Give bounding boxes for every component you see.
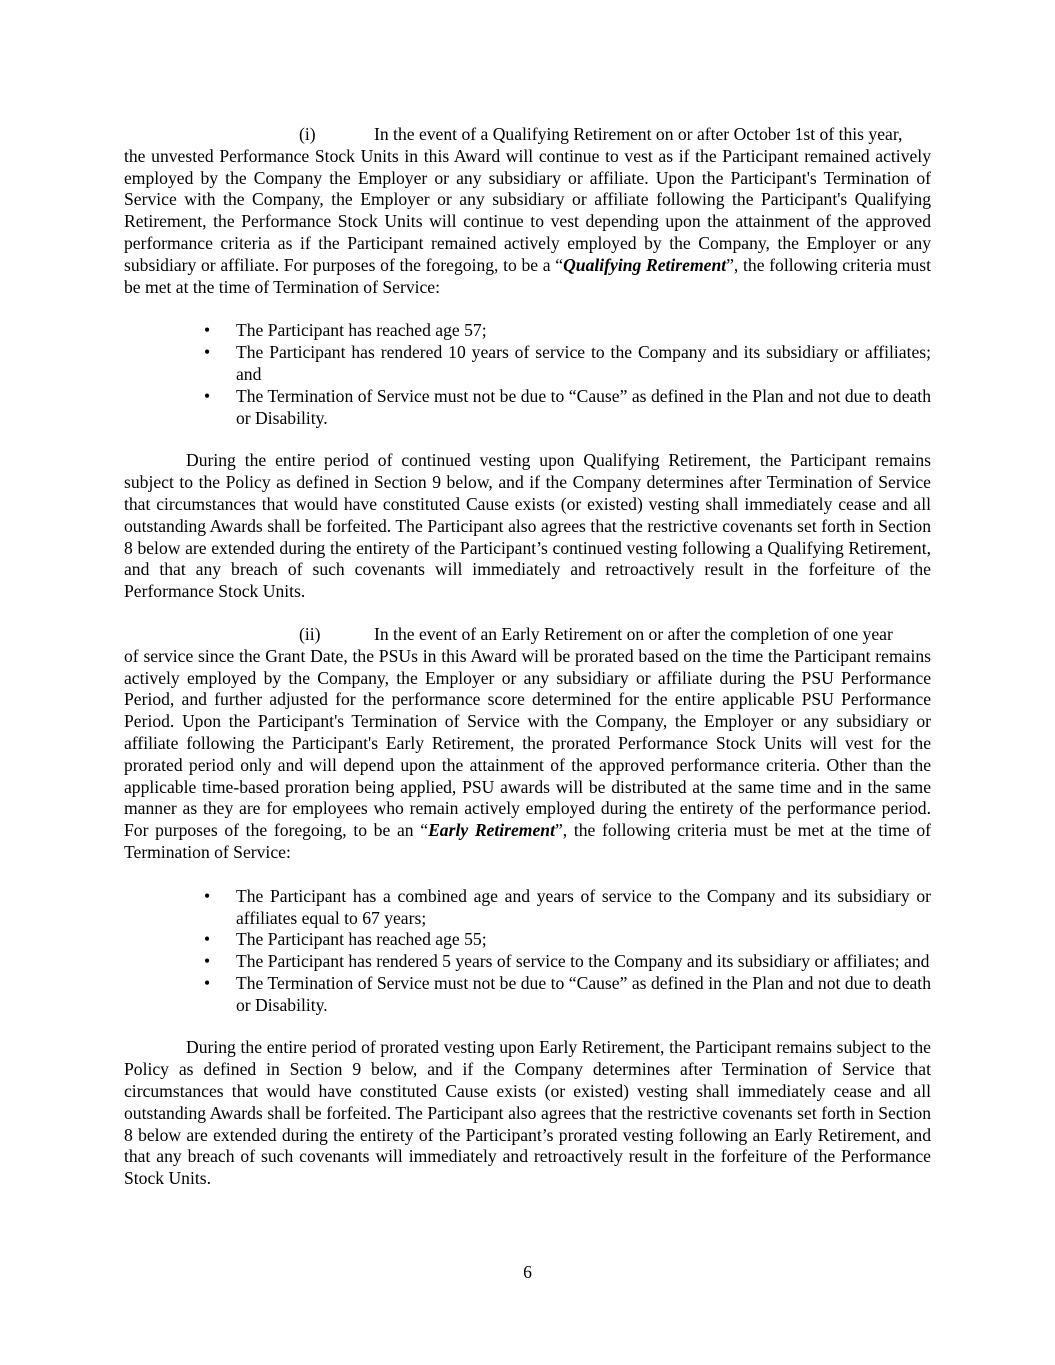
section-ii-prorated-vesting: During the entire period of prorated vesting upon Early Retirement, the Participant remains subject to the Policy as defined in Section 9 below, and if the Company determines after Termination of Service that circumstances that would have constituted Cause exists (or existed) vesting shall immediately cease and all outstanding Awards shall be forfeited. The Participant also agrees that the restrictive covenants set forth in Section 8 below are extended during the entirety of the Participant’s prorated vesting following an Early Retirement, and that any breach of such covenants will immediately and retroactively result in the forfeiture of the Performance Stock Units.: [124, 1037, 931, 1189]
section-i-defined-term: Qualifying Retirement: [563, 254, 727, 275]
section-ii-first-line-text: In the event of an Early Retirement on or after the completion of one year: [374, 623, 893, 644]
bullet-icon: •: [204, 972, 211, 993]
section-ii-body-end: ”, the following criteria must be met at the time of Termination of Service:: [124, 820, 931, 862]
list-item-text: The Participant has rendered 5 years of service to the Company and its subsidiary or affiliates; and: [236, 951, 930, 972]
bullet-icon: •: [204, 385, 211, 406]
section-i-body: the unvested Performance Stock Units in this Award will continue to vest as if the Participant remained actively employed by the Company the Employer or any subsidiary or affiliate. Upon the Participant's Termination of Service with the Company, the Employer or any subsidiary or affiliate following the Participant's Qualifying Retirement, the Performance Stock Units will continue to vest depending upon the attainment of the approved performance criteria as if the Participant remained actively employed by the Company, the Employer or any subsidiary or affiliate. For purposes of the foregoing, to be a “: [124, 145, 931, 275]
bullet-icon: •: [204, 342, 211, 363]
bullet-icon: •: [204, 929, 211, 950]
list-item-text: The Participant has reached age 55;: [236, 929, 487, 950]
section-i: [124, 124, 931, 603]
list-item: [124, 320, 931, 342]
section-i-paragraph: [124, 124, 931, 298]
page-number: 6: [523, 1262, 532, 1282]
list-item-text: The Participant has a combined age and years of service to the Company and its subsidiary or affiliates equal to 67 years;: [236, 885, 931, 928]
list-item: [124, 886, 931, 930]
bullet-icon: •: [204, 320, 211, 341]
list-item: [124, 951, 931, 973]
section-i-number: (i): [299, 124, 316, 144]
section-i-continued-vesting: During the entire period of continued vesting upon Qualifying Retirement, the Participant remains subject to the Policy as defined in Section 9 below, and if the Company determines after Termination of Service that circumstances that would have constituted Cause exists (or existed) vesting shall immediately cease and all outstanding Awards shall be forfeited. The Participant also agrees that the restrictive covenants set forth in Section 8 below are extended during the entirety of the Participant’s continued vesting following a Qualifying Retirement, and that any breach of such covenants will immediately and retroactively result in the forfeiture of the Performance Stock Units.: [124, 450, 931, 602]
list-item-text: The Termination of Service must not be due to “Cause” as defined in the Plan and not due to death or Disability.: [236, 385, 931, 428]
section-ii: [124, 624, 931, 1190]
bullet-icon: •: [204, 951, 211, 972]
list-item-text: The Termination of Service must not be due to “Cause” as defined in the Plan and not due to death or Disability.: [236, 972, 931, 1015]
list-item: [124, 342, 931, 386]
page-content: [124, 124, 931, 1190]
list-item-text: The Participant has rendered 10 years of service to the Company and its subsidiary or affiliates; and: [236, 342, 931, 384]
section-i-first-line: [124, 124, 931, 146]
section-i-first-line-text: In the event of a Qualifying Retirement on or after October 1st of this year,: [374, 124, 903, 144]
section-ii-number: (ii): [299, 623, 321, 644]
section-ii-defined-term: Early Retirement: [428, 820, 555, 841]
section-ii-paragraph: [124, 624, 931, 864]
section-ii-body: of service since the Grant Date, the PSUs in this Award will be prorated based on the time the Participant remains actively employed by the Company, the Employer or any subsidiary or affiliate during the PSU Performance Period, and further adjusted for the performance score determined for the entire applicable PSU Performance Period. Upon the Participant's Termination of Service with the Company, the Employer or any subsidiary or affiliate following the Participant's Early Retirement, the prorated Performance Stock Units will vest for the prorated period only and will depend upon the attainment of the approved performance criteria. Other than the applicable time-based proration being applied, PSU awards will be distributed at the same time and in the same manner as they are for employees who remain actively employed during the entirety of the performance period. For purposes of the foregoing, to be an “: [124, 645, 931, 841]
section-i-criteria-list: [124, 320, 931, 429]
list-item: [124, 973, 931, 1017]
bullet-icon: •: [204, 885, 211, 906]
list-item-text: The Participant has reached age 57;: [236, 320, 487, 341]
list-item: [124, 386, 931, 430]
list-item: [124, 929, 931, 951]
section-ii-first-line: [124, 624, 931, 646]
section-ii-criteria-list: [124, 886, 931, 1017]
section-i-body-end: ”, the following criteria must be met at the time of Termination of Service:: [124, 254, 931, 297]
